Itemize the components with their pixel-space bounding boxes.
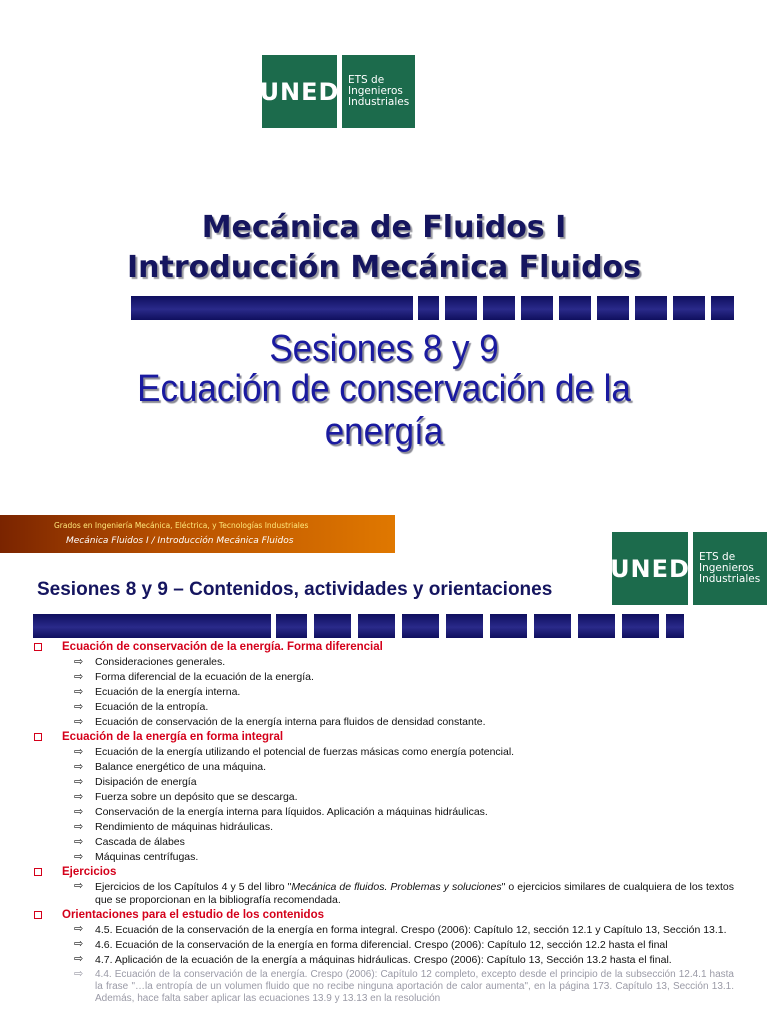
checkbox-bullet-icon	[34, 868, 42, 876]
arrow-bullet-icon: ⇨	[74, 953, 84, 965]
section-heading	[34, 908, 734, 923]
title-slide	[0, 0, 768, 510]
list-item-faded	[34, 968, 734, 1006]
arrow-bullet-icon: ⇨	[74, 806, 84, 818]
course-title: Mecánica de Fluidos I	[201, 210, 567, 245]
list-item	[34, 655, 734, 670]
degrees-label: Grados en Ingeniería Mecánica, Eléctrica, y Tecnologías Industriales	[54, 521, 309, 530]
list-item	[34, 775, 734, 790]
contents-list	[34, 640, 734, 1006]
ets-line-1: ETS de	[699, 550, 736, 563]
list-item	[34, 880, 734, 908]
arrow-bullet-icon: ⇨	[74, 923, 84, 935]
list-item	[34, 745, 734, 760]
section-heading-text: Ejercicios	[62, 866, 117, 878]
arrow-bullet-icon: ⇨	[74, 686, 84, 698]
uned-logo-wordmark: UNED	[612, 532, 688, 605]
list-item-text: Forma diferencial de la ecuación de la energía.	[95, 671, 314, 683]
band-block	[358, 614, 395, 638]
session-topic-line-1: Ecuación de conservación de la	[137, 368, 631, 410]
ets-line-2: Ingenieros	[699, 561, 754, 574]
list-item	[34, 790, 734, 805]
band-block	[635, 296, 667, 320]
list-item-text: Balance energético de una máquina.	[95, 761, 267, 773]
arrow-bullet-icon: ⇨	[74, 851, 84, 863]
band-block	[534, 614, 571, 638]
band-block	[666, 614, 684, 638]
checkbox-bullet-icon	[34, 733, 42, 741]
uned-logo-wordmark: UNED	[262, 55, 337, 128]
list-item-text: Rendimiento de máquinas hidráulicas.	[95, 821, 274, 833]
arrow-bullet-icon: ⇨	[74, 791, 84, 803]
list-item	[34, 700, 734, 715]
arrow-bullet-icon: ⇨	[74, 671, 84, 683]
list-item-text: Cascada de álabes	[95, 836, 185, 848]
course-header-strip	[0, 515, 395, 553]
list-item-text: Conservación de la energía interna para líquidos. Aplicación a máquinas hidráulicas.	[95, 806, 488, 818]
band-block	[276, 614, 307, 638]
band-block	[445, 296, 477, 320]
band-long-bar	[131, 296, 413, 320]
band-block	[402, 614, 439, 638]
band-block	[673, 296, 705, 320]
band-block	[578, 614, 615, 638]
arrow-bullet-icon: ⇨	[74, 880, 84, 892]
exercise-text-start: Ejercicios de los Capítulos 4 y 5 del libro "	[95, 881, 292, 893]
list-item	[34, 820, 734, 835]
ets-line-1: ETS de	[348, 73, 385, 86]
section-heading-text: Ecuación de la energía en forma integral	[62, 731, 284, 743]
arrow-bullet-icon: ⇨	[74, 656, 84, 668]
slide-title: Sesiones 8 y 9 – Contenidos, actividades y orientaciones	[37, 579, 553, 600]
section-heading	[34, 640, 734, 655]
list-item	[34, 835, 734, 850]
band-block	[711, 296, 734, 320]
ets-line-2: Ingenieros	[348, 84, 403, 97]
session-heading: Sesiones 8 y 9	[269, 328, 499, 370]
list-item-text: Disipación de energía	[95, 776, 197, 788]
list-item-text: Máquinas centrífugas.	[95, 851, 199, 863]
arrow-bullet-icon: ⇨	[74, 968, 84, 980]
ets-line-3: Industriales	[348, 96, 410, 108]
list-item	[34, 938, 734, 953]
list-item-text: Fuerza sobre un depósito que se descarga.	[95, 791, 298, 803]
list-item	[34, 923, 734, 938]
arrow-bullet-icon: ⇨	[74, 821, 84, 833]
ets-line-3: Industriales	[699, 573, 761, 585]
band-block	[418, 296, 439, 320]
session-topic-line-2: energía	[324, 411, 444, 453]
arrow-bullet-icon: ⇨	[74, 746, 84, 758]
section-heading-text: Ecuación de conservación de la energía. Forma diferencial	[62, 641, 383, 653]
list-item	[34, 715, 734, 730]
band-long-bar	[33, 614, 271, 638]
list-item	[34, 953, 734, 968]
band-block	[559, 296, 591, 320]
contents-slide	[0, 512, 768, 1024]
arrow-bullet-icon: ⇨	[74, 938, 84, 950]
uned-logo	[612, 532, 767, 605]
band-block	[483, 296, 515, 320]
arrow-bullet-icon: ⇨	[74, 836, 84, 848]
course-subtitle: Introducción Mecánica Fluidos	[126, 250, 642, 285]
exercise-text-end: " o ejercicios similares de cualquiera de los textos que se proporcionan en la bibliografía recomendada.	[95, 881, 734, 906]
list-item	[34, 850, 734, 865]
list-item-text: 4.5. Ecuación de la conservación de la energía en forma integral. Crespo (2006): Capítulo 12, sección 12.1 y Capítulo 13, Sección 13.1.	[95, 924, 727, 936]
band-block	[314, 614, 351, 638]
list-item-text: Consideraciones generales.	[95, 656, 226, 668]
course-label: Mecánica Fluidos I / Introducción Mecánica Fluidos	[66, 536, 294, 546]
arrow-bullet-icon: ⇨	[74, 716, 84, 728]
list-item-text: 4.7. Aplicación de la ecuación de la energía a máquinas hidráulicas. Crespo (2006): Capítulo 13, Sección 13.2 hasta el final.	[95, 954, 672, 966]
section-heading	[34, 730, 734, 745]
band-block	[446, 614, 483, 638]
list-item-text: 4.6. Ecuación de la conservación de la energía en forma diferencial. Crespo (2006): Capítulo 12, sección 12.2 hasta el final	[95, 939, 668, 951]
band-block	[490, 614, 527, 638]
arrow-bullet-icon: ⇨	[74, 761, 84, 773]
list-item	[34, 670, 734, 685]
list-item-text: Ecuación de la energía interna.	[95, 686, 241, 698]
ets-logo-block	[693, 532, 767, 605]
uned-logo	[259, 55, 415, 128]
list-item	[34, 685, 734, 700]
arrow-bullet-icon: ⇨	[74, 776, 84, 788]
list-item	[34, 760, 734, 775]
list-item-text: Ecuación de la energía utilizando el potencial de fuerzas másicas como energía potencial.	[95, 746, 515, 758]
arrow-bullet-icon: ⇨	[74, 701, 84, 713]
list-item	[34, 805, 734, 820]
decorative-blue-band	[33, 614, 738, 638]
ets-logo-block	[342, 55, 415, 128]
checkbox-bullet-icon	[34, 911, 42, 919]
decorative-blue-band	[131, 296, 737, 320]
band-block	[622, 614, 659, 638]
band-block	[597, 296, 629, 320]
list-item-text: Ecuación de conservación de la energía interna para fluidos de densidad constante.	[95, 716, 486, 728]
section-heading-text: Orientaciones para el estudio de los contenidos	[62, 909, 325, 921]
list-item-text: Ecuación de la entropía.	[95, 701, 209, 713]
checkbox-bullet-icon	[34, 643, 42, 651]
book-title: Mecánica de fluidos. Problemas y soluciones	[291, 881, 502, 893]
band-block	[521, 296, 553, 320]
section-heading	[34, 865, 734, 880]
list-item-text: 4.4. Ecuación de la conservación de la energía. Crespo (2006): Capítulo 12 completo, excepto desde el principio de la subsección 12.4.1 hasta la frase "…la entropía de un volumen fluido que no recibe ninguna aportación de calor aumenta", en la página 173. Capítulo 13, Sección 13.1. Además, hace falta saber aplicar las ecuaciones 13.9 y 13.13 en la resolución	[95, 969, 734, 1004]
